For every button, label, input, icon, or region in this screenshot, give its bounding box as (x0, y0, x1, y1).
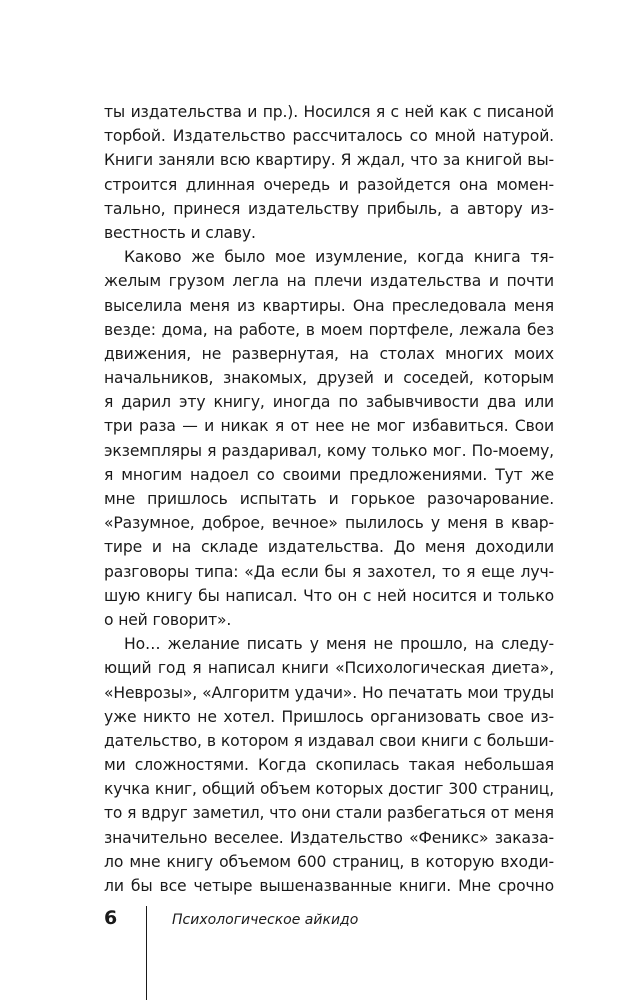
text-line: Каково же было мое изумление, когда книга тя- (124, 248, 554, 267)
body-text (104, 100, 554, 898)
text-line: везде: дома, на работе, в моем портфеле, лежала без (104, 320, 554, 339)
text-line: ло мне книгу объемом 600 страниц, в которую входи- (104, 852, 554, 871)
text-line: мне пришлось испытать и горькое разочарование. (104, 490, 554, 508)
text-line: значительно веселее. Издательство «Феникс» заказа- (104, 828, 554, 847)
text-line: шую книгу бы написал. Что он с ней носится и только (104, 586, 554, 605)
text-line: строится длинная очередь и разойдется она момен- (104, 175, 554, 194)
text-line: вестность и славу. (104, 223, 256, 242)
text-line: ми сложностями. Когда скопилась такая небольшая (104, 756, 554, 775)
text-line: то я вдруг заметил, что они стали разбегаться от меня (104, 804, 554, 823)
text-line: дательство, в котором я издавал свои книги с больши- (104, 731, 554, 750)
text-line: Но… желание писать у меня не прошло, на следу- (124, 635, 554, 654)
text-line: я дарил эту книгу, иногда по забывчивости два или (104, 393, 554, 412)
text-line: торбой. Издательство рассчиталось со мной натурой. (104, 127, 554, 146)
text-line: ли бы все четыре вышеназванные книги. Мне срочно (104, 877, 554, 895)
text-line: выселила меня из квартиры. Она преследовала меня (104, 296, 554, 315)
text-line: тире и на складе издательства. До меня доходили (104, 538, 554, 557)
text-line: три раза — и никак я от нее не мог избавиться. Свои (104, 417, 554, 436)
text-line: уже никто не хотел. Пришлось организовать свое из- (104, 707, 554, 726)
text-line: начальников, знакомых, друзей и соседей, которым (104, 369, 554, 388)
footer-divider (146, 906, 147, 1000)
text-line: движения, не развернутая, на столах многих моих (104, 344, 554, 363)
text-line: «Разумное, доброе, вечное» пылилось у меня в квар- (104, 514, 554, 533)
text-line: я многим надоел со своими предложениями. Тут же (104, 465, 554, 484)
text-line: ты издательства и пр.). Носился я с ней как с писаной (104, 103, 554, 121)
text-line: экземпляры я раздаривал, кому только мог. По-моему, (104, 441, 554, 460)
text-line: «Неврозы», «Алгоритм удачи». Но печатать мои труды (104, 683, 554, 702)
text-line: о ней говорит». (104, 610, 232, 629)
text-line: кучка книг, общий объем которых достиг 300 страниц, (104, 780, 554, 799)
text-line: ющий год я написал книги «Психологическая диета», (104, 659, 554, 678)
text-line: Книги заняли всю квартиру. Я ждал, что за книгой вы- (104, 151, 554, 170)
running-title: Психологическое айкидо (172, 912, 359, 928)
text-line: тально, принеся издательству прибыль, а автору из- (104, 199, 554, 218)
page-number: 6 (104, 907, 118, 929)
text-line: желым грузом легла на плечи издательства и почти (104, 272, 554, 291)
text-line: разговоры типа: «Да если бы я захотел, то я еще луч- (104, 562, 554, 581)
